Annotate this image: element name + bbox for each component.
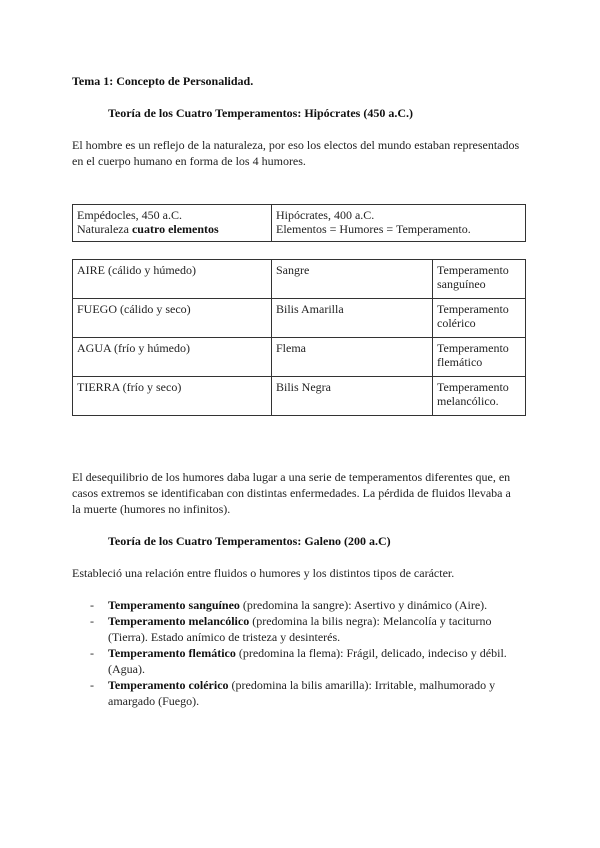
- table-cell-humor: Bilis Amarilla: [272, 299, 433, 338]
- imbalance-paragraph: El desequilibrio de los humores daba lugar a una serie de temperamentos diferentes que, en casos extremos se identificaban con distintas enfermedades. La pérdida de fluidos llevaba a la muerte (humores no infinitos).: [72, 470, 511, 516]
- section-heading-galeno: Teoría de los Cuatro Temperamentos: Galeno (200 a.C): [108, 534, 391, 548]
- bullet-dash: -: [90, 598, 94, 612]
- table-row: [73, 260, 526, 299]
- list-item: [90, 597, 530, 613]
- document-title: Tema 1: Concepto de Personalidad.: [72, 74, 254, 88]
- table-row: [73, 377, 526, 416]
- table-cell-temperament: Temperamento colérico: [433, 299, 526, 338]
- list-item: [90, 677, 530, 709]
- list-item-term: Temperamento sanguíneo: [108, 598, 240, 612]
- table-cell-element: AGUA (frío y húmedo): [73, 338, 272, 377]
- list-item-text: [108, 677, 530, 709]
- humors-table: [72, 259, 526, 416]
- table-row: [73, 299, 526, 338]
- galeno-paragraph: Estableció una relación entre fluidos o humores y los distintos tipos de carácter.: [72, 566, 455, 580]
- cell-line: Hipócrates, 400 a.C.: [276, 208, 375, 222]
- list-item-text: [108, 645, 530, 677]
- list-item-term: Temperamento melancólico: [108, 614, 250, 628]
- cell-line: Naturaleza: [77, 222, 132, 236]
- table-cell-temperament: Temperamento melancólico.: [433, 377, 526, 416]
- table-cell-element: FUEGO (cálido y seco): [73, 299, 272, 338]
- table-cell-element: TIERRA (frío y seco): [73, 377, 272, 416]
- list-item-description: (predomina la bilis amarilla): Irritable, malhumorado y amargado (Fuego).: [108, 678, 496, 708]
- list-item-text: [108, 597, 530, 613]
- list-item-description: (predomina la flema): Frágil, delicado, indeciso y débil. (Agua).: [108, 646, 507, 676]
- list-item: [90, 645, 530, 677]
- table-cell-humor: Flema: [272, 338, 433, 377]
- cell-line: Elementos = Humores = Temperamento.: [276, 222, 471, 236]
- list-item-term: Temperamento colérico: [108, 678, 229, 692]
- intro-paragraph: El hombre es un reflejo de la naturaleza, por eso los electos del mundo estaban representados en el cuerpo humano en forma de los 4 humores.: [72, 138, 520, 168]
- table-row: [73, 205, 526, 242]
- bullet-dash: -: [90, 646, 94, 660]
- cell-bold: cuatro elementos: [131, 222, 219, 236]
- table-cell-temperament: Temperamento sanguíneo: [433, 260, 526, 299]
- list-item-description: (predomina la bilis negra): Melancolía y taciturno (Tierra). Estado anímico de tristeza y desinterés.: [108, 614, 492, 644]
- bullet-dash: -: [90, 614, 94, 628]
- list-item-text: [108, 613, 530, 645]
- table-cell-empedocles: [73, 205, 272, 242]
- cell-line: Empédocles, 450 a.C.: [77, 208, 182, 222]
- list-item-term: Temperamento flemático: [108, 646, 236, 660]
- table-cell-hipocrates: [272, 205, 526, 242]
- elements-table: [72, 204, 526, 242]
- table-cell-humor: Sangre: [272, 260, 433, 299]
- list-item: [90, 613, 530, 645]
- table-cell-temperament: Temperamento flemático: [433, 338, 526, 377]
- table-cell-humor: Bilis Negra: [272, 377, 433, 416]
- section-heading-hipocrates: Teoría de los Cuatro Temperamentos: Hipócrates (450 a.C.): [108, 106, 413, 120]
- list-item-description: (predomina la sangre): Asertivo y dinámico (Aire).: [239, 598, 488, 612]
- table-cell-element: AIRE (cálido y húmedo): [73, 260, 272, 299]
- bullet-dash: -: [90, 678, 94, 692]
- table-row: [73, 338, 526, 377]
